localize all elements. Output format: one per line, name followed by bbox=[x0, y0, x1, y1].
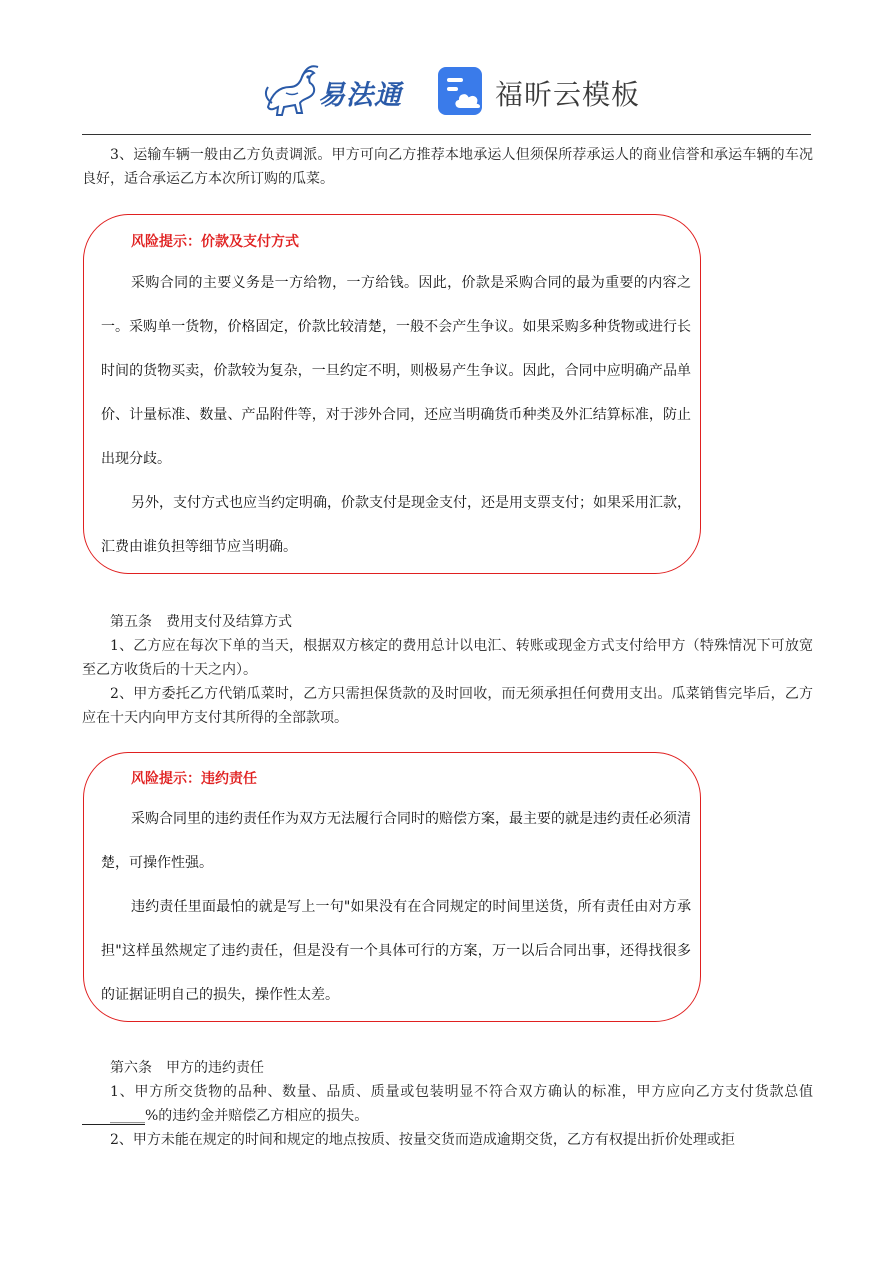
header-divider bbox=[82, 134, 811, 135]
clause-3-paragraph: 3、运输车辆一般由乙方负责调派。甲方可向乙方推荐本地承运人但须保所荐承运人的商业信誉和承运车辆的车况良好，适合承运乙方本次所订购的瓜菜。 bbox=[82, 147, 813, 187]
risk-payment-paragraph-2: 另外，支付方式也应当约定明确，价款支付是现金支付，还是用支票支付；如果采用汇款，汇费由谁负担等细节应当明确。 bbox=[101, 495, 691, 555]
article-6-paragraph-2: 2、甲方未能在规定的时间和规定的地点按质、按量交货而造成逾期交货，乙方有权提出折价处理或拒 bbox=[110, 1132, 735, 1148]
yifatong-logo-text: 易法通 bbox=[318, 80, 402, 111]
penalty-percent-blank: _____ bbox=[82, 1108, 145, 1125]
fuxin-logo-text: 福昕云模板 bbox=[495, 78, 641, 111]
qilin-icon bbox=[262, 63, 322, 119]
risk-breach-paragraph-1: 采购合同里的违约责任作为双方无法履行合同时的赔偿方案，最主要的就是违约责任必须清楚，可操作性强。 bbox=[101, 811, 691, 871]
article-6-p1-text-before: 1、甲方所交货物的品种、数量、品质、质量或包装明显不符合双方确认的标准，甲方应向乙方支付货款总值 bbox=[110, 1084, 813, 1100]
risk-title-payment: 风险提示：价款及支付方式 bbox=[131, 234, 299, 250]
risk-box-payment bbox=[83, 214, 701, 574]
page-header bbox=[0, 55, 893, 127]
risk-body-payment bbox=[101, 261, 691, 569]
article-5-heading: 第五条 费用支付及结算方式 bbox=[110, 614, 292, 630]
yifatong-logo bbox=[262, 63, 422, 119]
article-5-paragraph-1: 1、乙方应在每次下单的当天，根据双方核定的费用总计以电汇、转账或现金方式支付给甲方（特殊情况下可放宽至乙方收货后的十天之内）。 bbox=[82, 638, 813, 678]
risk-breach-paragraph-2: 违约责任里面最怕的就是写上一句"如果没有在合同规定的时间里送货，所有责任由对方承担"这样虽然规定了违约责任，但是没有一个具体可行的方案，万一以后合同出事，还得找很多的证据证明自己的损失，操作性太差。 bbox=[101, 899, 691, 1003]
article-5-paragraph-2: 2、甲方委托乙方代销瓜菜时，乙方只需担保货款的及时回收，而无须承担任何费用支出。瓜菜销售完毕后，乙方应在十天内向甲方支付其所得的全部款项。 bbox=[82, 686, 813, 726]
article-6-paragraph-1 bbox=[82, 1080, 813, 1128]
risk-title-breach: 风险提示：违约责任 bbox=[131, 771, 257, 787]
risk-payment-paragraph-1: 采购合同的主要义务是一方给物，一方给钱。因此，价款是采购合同的最为重要的内容之一。采购单一货物，价格固定，价款比较清楚，一般不会产生争议。如果采购多种货物或进行长时间的货物买卖，价款较为复杂，一旦约定不明，则极易产生争议。因此，合同中应明确产品单价、计量标准、数量、产品附件等，对于涉外合同，还应当明确货币种类及外汇结算标准，防止出现分歧。 bbox=[101, 275, 691, 467]
fuxin-logo bbox=[436, 65, 646, 119]
risk-body-breach bbox=[101, 797, 691, 1017]
risk-box-breach bbox=[83, 752, 701, 1022]
document-cloud-icon bbox=[436, 65, 488, 117]
article-6-p1-text-after: %的违约金并赔偿乙方相应的损失。 bbox=[145, 1108, 369, 1124]
article-6-heading: 第六条 甲方的违约责任 bbox=[110, 1060, 264, 1076]
